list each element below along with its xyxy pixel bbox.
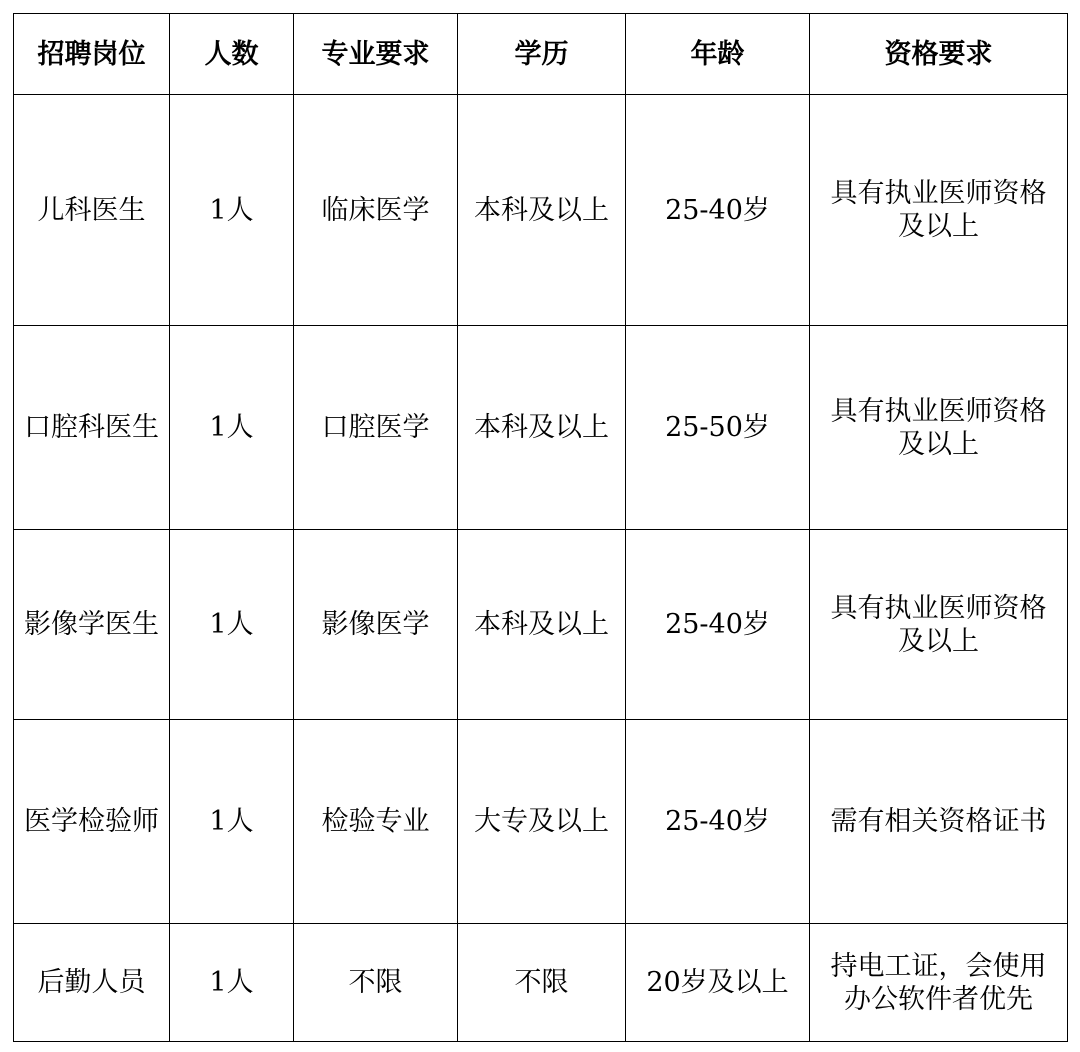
header-major: 专业要求 xyxy=(294,14,458,95)
cell-count: 1人 xyxy=(170,924,294,1042)
header-age: 年龄 xyxy=(626,14,810,95)
cell-major: 不限 xyxy=(294,924,458,1042)
cell-count: 1人 xyxy=(170,530,294,720)
qualification-line: 及以上 xyxy=(898,211,979,242)
cell-count: 1人 xyxy=(170,326,294,530)
table-row xyxy=(14,720,1068,924)
cell-qualification xyxy=(810,720,1068,924)
cell-age: 25-50岁 xyxy=(626,326,810,530)
qualification-line: 持电工证，会使用 xyxy=(830,950,1047,982)
cell-count: 1人 xyxy=(170,720,294,924)
table-row xyxy=(14,530,1068,720)
cell-position: 口腔科医生 xyxy=(14,326,170,530)
cell-qualification xyxy=(810,924,1068,1042)
cell-education: 本科及以上 xyxy=(458,95,626,326)
header-education: 学历 xyxy=(458,14,626,95)
cell-age: 25-40岁 xyxy=(626,720,810,924)
cell-major: 影像医学 xyxy=(294,530,458,720)
qualification-line: 需有相关资格证书 xyxy=(830,806,1047,837)
recruitment-table xyxy=(13,13,1068,1042)
cell-education: 不限 xyxy=(458,924,626,1042)
table-row xyxy=(14,326,1068,530)
cell-age: 25-40岁 xyxy=(626,95,810,326)
cell-count: 1人 xyxy=(170,95,294,326)
header-position: 招聘岗位 xyxy=(14,14,170,95)
qualification-line: 具有执业医师资格 xyxy=(830,592,1047,624)
qualification-line: 办公软件者优先 xyxy=(844,983,1033,1015)
cell-major: 检验专业 xyxy=(294,720,458,924)
qualification-line: 具有执业医师资格 xyxy=(830,178,1047,209)
cell-major: 临床医学 xyxy=(294,95,458,326)
cell-education: 本科及以上 xyxy=(458,530,626,720)
cell-education: 本科及以上 xyxy=(458,326,626,530)
qualification-line: 及以上 xyxy=(898,428,979,460)
table-header-row xyxy=(14,14,1068,95)
cell-position: 后勤人员 xyxy=(14,924,170,1042)
header-count: 人数 xyxy=(170,14,294,95)
cell-qualification xyxy=(810,326,1068,530)
cell-age: 20岁及以上 xyxy=(626,924,810,1042)
cell-qualification xyxy=(810,95,1068,326)
cell-age: 25-40岁 xyxy=(626,530,810,720)
cell-position: 儿科医生 xyxy=(14,95,170,326)
table-row xyxy=(14,95,1068,326)
table-row xyxy=(14,924,1068,1042)
cell-major: 口腔医学 xyxy=(294,326,458,530)
qualification-line: 及以上 xyxy=(898,625,979,657)
cell-position: 影像学医生 xyxy=(14,530,170,720)
cell-position: 医学检验师 xyxy=(14,720,170,924)
cell-education: 大专及以上 xyxy=(458,720,626,924)
cell-qualification xyxy=(810,530,1068,720)
header-qualification: 资格要求 xyxy=(810,14,1068,95)
qualification-line: 具有执业医师资格 xyxy=(830,395,1047,427)
